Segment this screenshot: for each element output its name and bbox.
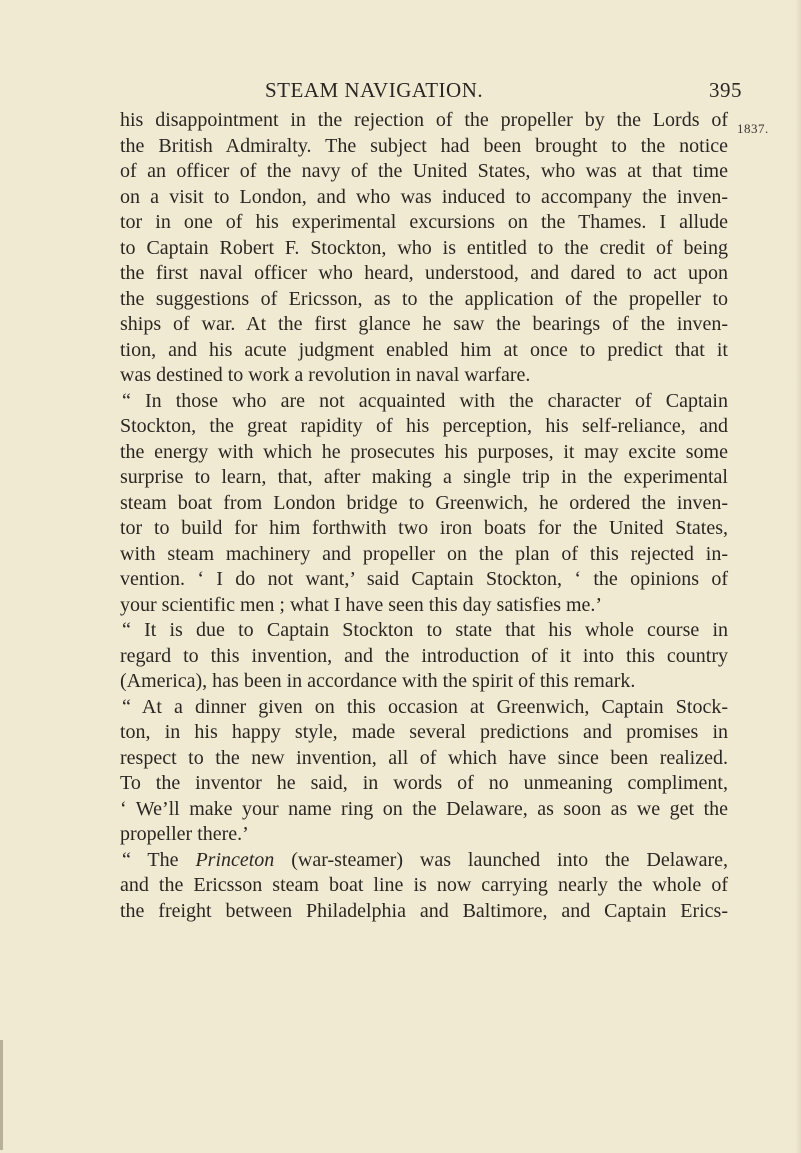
page-edge-mark [0,1040,3,1150]
page-edge-shade [795,0,801,1153]
text-line: (America), has been in accordance with the spirit of this remark. [120,670,636,692]
text-line: tion, and his acute judgment enabled him at once to predict that it [120,338,728,361]
text-fragment: (war-steamer) was launched into the Delaware, [274,848,728,871]
text-line: the freight between Philadelphia and Baltimore, and Captain Erics- [120,899,728,922]
text-line: regard to this invention, and the introduction of it into this country [120,644,728,667]
text-line: of an officer of the navy of the United States, who was at that time [120,160,728,182]
text-line: to Captain Robert F. Stockton, who is entitled to the credit of being [120,236,728,259]
text-line: the British Admiralty. The subject had been brought to the notice [120,134,728,157]
text-line [120,848,728,874]
text-line: your scientific men ; what I have seen this day satisfies me.’ [120,593,603,616]
margin-year-note: 1837. [737,121,769,136]
text-line: ton, in his happy style, made several predictions and promises in [120,721,728,743]
text-line: on a visit to London, and who was induced to accompany the inven- [120,185,728,208]
text-line: “ In those who are not acquainted with the character of Captain [122,389,728,412]
ship-name: Princeton [195,848,275,871]
running-head [120,78,770,104]
text-line: and the Ericsson steam boat line is now carrying nearly the whole of [120,874,728,896]
text-line: the first naval officer who heard, understood, and dared to act upon [120,262,728,284]
text-line: steam boat from London bridge to Greenwich, he ordered the inven- [120,491,728,514]
text-line: surprise to learn, that, after making a single trip in the experimental [120,466,728,488]
text-fragment: “ The [122,848,196,871]
chapter-title: STEAM NAVIGATION. [265,78,484,102]
text-line: tor in one of his experimental excursions on the Thames. I allude [120,211,728,233]
body-text [120,108,728,924]
page-number: 395 [709,78,742,102]
text-line: “ At a dinner given on this occasion at Greenwich, Captain Stock- [122,695,728,718]
text-line: “ It is due to Captain Stockton to state that his whole course in [122,619,728,641]
text-line: To the inventor he said, in words of no unmeaning compliment, [120,772,728,794]
text-line: vention. ‘ I do not want,’ said Captain Stockton, ‘ the opinions of [120,568,728,590]
text-line: propeller there.’ [120,823,249,845]
text-line: his disappointment in the rejection of the propeller by the Lords of [120,109,728,131]
text-line: was destined to work a revolution in naval warfare. [120,364,531,386]
text-line: tor to build for him forthwith two iron boats for the United States, [120,517,728,539]
text-line: Stockton, the great rapidity of his perception, his self-reliance, and [120,415,728,437]
text-line: the suggestions of Ericsson, as to the application of the propeller to [120,287,728,310]
text-line: with steam machinery and propeller on the plan of this rejected in- [120,542,728,565]
text-line: ships of war. At the first glance he saw the bearings of the inven- [120,313,728,335]
text-line: the energy with which he prosecutes his purposes, it may excite some [120,440,728,463]
text-line: ‘ We’ll make your name ring on the Delaware, as soon as we get the [120,797,728,820]
text-line: respect to the new invention, all of which have since been realized. [120,746,728,769]
